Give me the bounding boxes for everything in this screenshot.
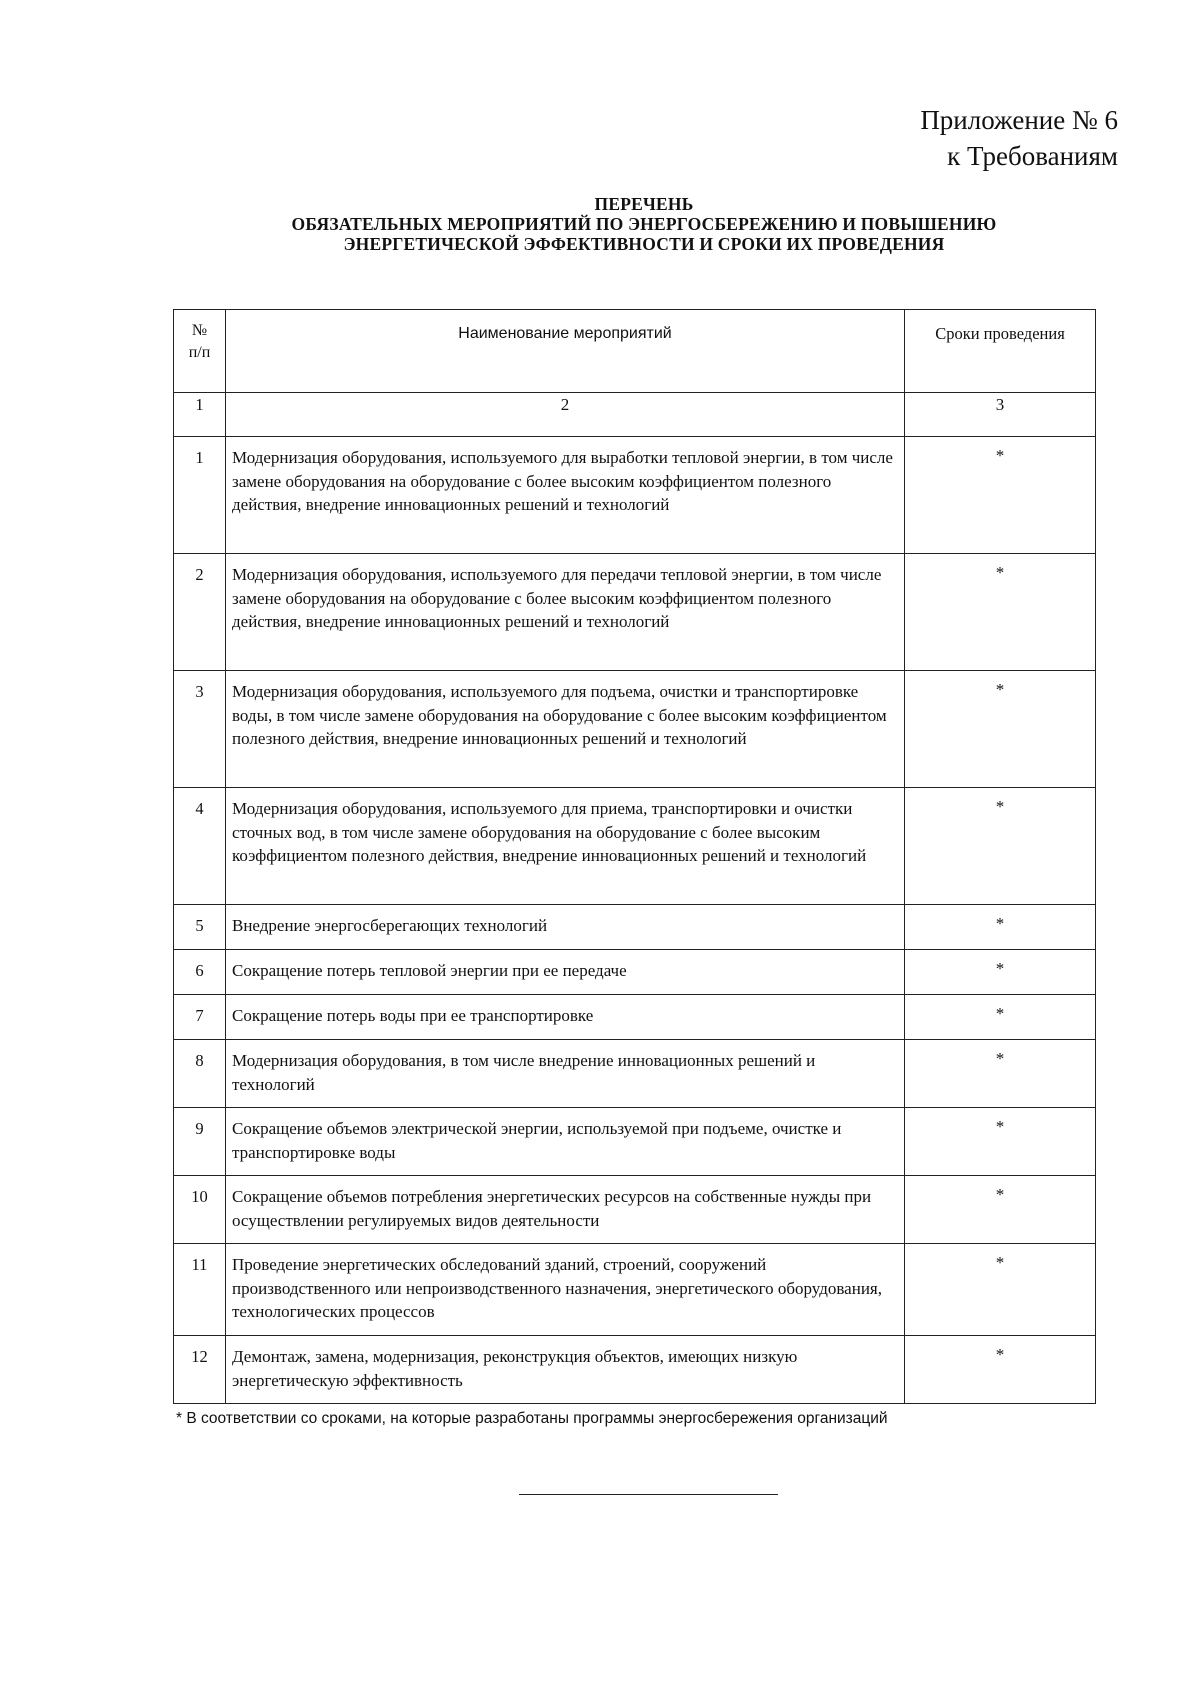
row-measure: Сокращение объемов потребления энергетических ресурсов на собственные нужды при осуществлении регулируемых видов деятельности [226, 1176, 905, 1244]
row-number: 7 [174, 995, 226, 1040]
row-number: 6 [174, 950, 226, 995]
row-measure: Модернизация оборудования, используемого для подъема, очистки и транспортировке воды, в том числе замене оборудования на оборудование с более высоким коэффициентом полезного действия, внедрение инновационных решений и технологий [226, 671, 905, 788]
column-number-2: 2 [226, 393, 905, 437]
table-row [174, 1108, 1096, 1176]
row-term: * [905, 554, 1096, 671]
row-number: 4 [174, 788, 226, 905]
row-measure: Проведение энергетических обследований зданий, строений, сооружений производственного или непроизводственного назначения, энергетического оборудования, технологических процессов [226, 1244, 905, 1336]
row-term: * [905, 671, 1096, 788]
title-line-1: ПЕРЕЧЕНЬ [594, 194, 694, 214]
header-number-sign: № [191, 322, 208, 339]
row-term: * [905, 1108, 1096, 1176]
title-line-2: ОБЯЗАТЕЛЬНЫХ МЕРОПРИЯТИЙ ПО ЭНЕРГОСБЕРЕЖЕНИЮ И ПОВЫШЕНИЮ [291, 214, 997, 234]
measures-table [173, 309, 1096, 1404]
end-divider [519, 1494, 778, 1495]
title-line-3: ЭНЕРГЕТИЧЕСКОЙ ЭФФЕКТИВНОСТИ И СРОКИ ИХ ПРОВЕДЕНИЯ [343, 234, 945, 254]
row-number: 12 [174, 1336, 226, 1404]
row-term: * [905, 995, 1096, 1040]
row-term: * [905, 950, 1096, 995]
table-row [174, 905, 1096, 950]
row-number: 3 [174, 671, 226, 788]
table-row [174, 788, 1096, 905]
appendix-number: Приложение № 6 [920, 105, 1118, 135]
column-numbers-row [174, 393, 1096, 437]
table-row [174, 950, 1096, 995]
row-number: 11 [174, 1244, 226, 1336]
table-row [174, 671, 1096, 788]
appendix-target: к Требованиям [947, 141, 1118, 171]
table-row [174, 554, 1096, 671]
header-number [174, 310, 226, 393]
row-number: 2 [174, 554, 226, 671]
row-measure: Сокращение потерь тепловой энергии при ее передаче [226, 950, 905, 995]
row-term: * [905, 1040, 1096, 1108]
row-measure: Демонтаж, замена, модернизация, реконструкция объектов, имеющих низкую энергетическую эффективность [226, 1336, 905, 1404]
row-measure: Модернизация оборудования, используемого для выработки тепловой энергии, в том числе замене оборудования на оборудование с более высоким коэффициентом полезного действия, внедрение инновационных решений и технологий [226, 437, 905, 554]
row-number: 1 [174, 437, 226, 554]
row-term: * [905, 905, 1096, 950]
row-measure: Модернизация оборудования, используемого для приема, транспортировки и очистки сточных вод, в том числе замене оборудования на оборудование с более высоким коэффициентом полезного действия, внедрение инновационных решений и технологий [226, 788, 905, 905]
row-measure: Внедрение энергосберегающих технологий [226, 905, 905, 950]
table-row [174, 1244, 1096, 1336]
row-number: 8 [174, 1040, 226, 1108]
row-number: 5 [174, 905, 226, 950]
row-measure: Модернизация оборудования, в том числе внедрение инновационных решений и технологий [226, 1040, 905, 1108]
footnote: * В соответствии со сроками, на которые разработаны программы энергосбережения организаций [176, 1410, 888, 1427]
table-header-row [174, 310, 1096, 393]
header-number-abbr: п/п [188, 344, 211, 361]
row-term: * [905, 1244, 1096, 1336]
table-row [174, 1336, 1096, 1404]
row-measure: Сокращение объемов электрической энергии, используемой при подъеме, очистке и транспортировке воды [226, 1108, 905, 1176]
appendix-reference [920, 102, 1118, 174]
document-title [100, 194, 1188, 254]
row-number: 10 [174, 1176, 226, 1244]
column-number-1: 1 [174, 393, 226, 437]
row-term: * [905, 1336, 1096, 1404]
row-term: * [905, 788, 1096, 905]
row-term: * [905, 437, 1096, 554]
row-measure: Сокращение потерь воды при ее транспортировке [226, 995, 905, 1040]
row-term: * [905, 1176, 1096, 1244]
table-row [174, 1040, 1096, 1108]
header-name: Наименование мероприятий [226, 310, 905, 393]
row-measure: Модернизация оборудования, используемого для передачи тепловой энергии, в том числе замене оборудования на оборудование с более высоким коэффициентом полезного действия, внедрение инновационных решений и технологий [226, 554, 905, 671]
header-term: Сроки проведения [905, 310, 1096, 393]
column-number-3: 3 [905, 393, 1096, 437]
row-number: 9 [174, 1108, 226, 1176]
table-row [174, 995, 1096, 1040]
table-row [174, 437, 1096, 554]
table-row [174, 1176, 1096, 1244]
